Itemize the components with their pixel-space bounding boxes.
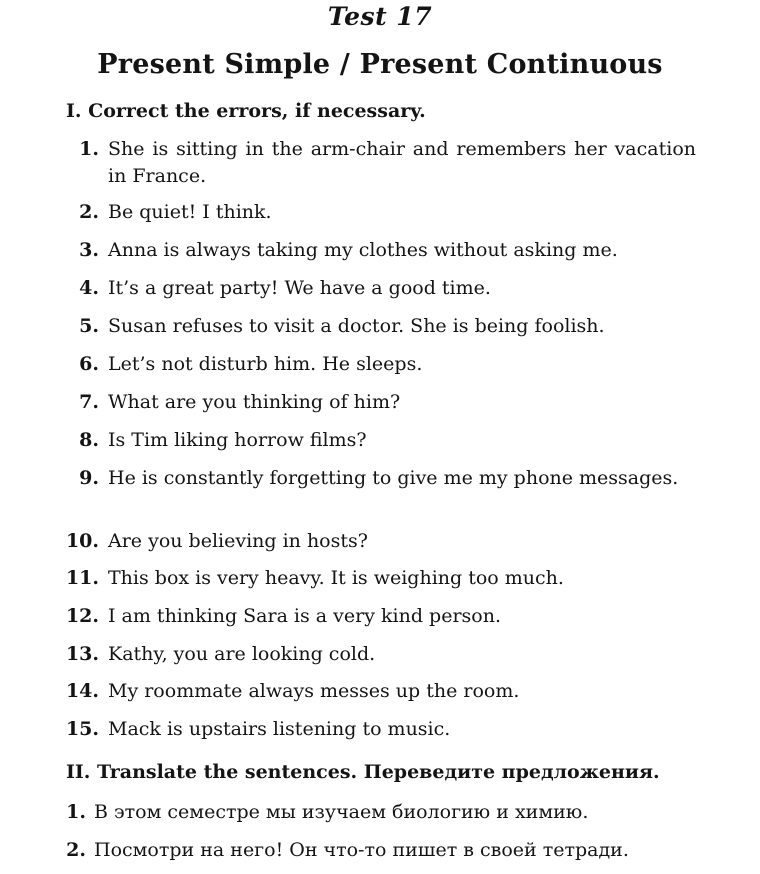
item-number: 4. [79, 277, 99, 299]
item-number: 15. [65, 718, 99, 740]
item-number: 11. [65, 567, 99, 589]
item-number: 2. [66, 839, 86, 861]
item-text: Anna is always taking my clothes without asking me. [108, 239, 618, 261]
item-number: 2. [79, 201, 99, 223]
item-number: 7. [79, 391, 99, 413]
item-text: My roommate always messes up the room. [108, 680, 520, 702]
item-text: I am thinking Sara is a very kind person. [108, 605, 501, 627]
item-text: Are you believing in hosts? [108, 530, 368, 552]
item-number: 5. [79, 315, 99, 337]
item-text: She is sitting in the arm-chair and remembers her vacation in France. [108, 138, 696, 187]
item-number: 3. [79, 239, 99, 261]
item-text: This box is very heavy. It is weighing too much. [108, 567, 564, 589]
item-text: He is constantly forgetting to give me my phone messages. [108, 467, 679, 489]
item-number: 1. [79, 138, 99, 160]
item-text: Let’s not disturb him. He sleeps. [108, 353, 423, 375]
item-number: 10. [65, 530, 99, 552]
item-number: 9. [79, 467, 99, 489]
section-2-heading: II. Translate the sentences. Переведите предложения. [66, 761, 660, 783]
item-text: Is Tim liking horrow films? [108, 429, 367, 451]
test-number: Test 17 [327, 2, 433, 31]
item-number: 13. [65, 643, 99, 665]
item-number: 8. [79, 429, 99, 451]
section-1-heading: I. Correct the errors, if necessary. [66, 100, 426, 122]
page-title: Present Simple / Present Continuous [97, 49, 663, 80]
item-text: В этом семестре мы изучаем биологию и химию. [94, 801, 589, 823]
item-number: 12. [65, 605, 99, 627]
item-text: Kathy, you are looking cold. [108, 643, 376, 665]
item-text: Посмотри на него! Он что-то пишет в своей тетради. [94, 839, 629, 861]
item-text: Be quiet! I think. [108, 201, 272, 223]
item-text: Mack is upstairs listening to music. [108, 718, 451, 740]
item-text: Susan refuses to visit a doctor. She is being foolish. [108, 315, 605, 337]
item-text: What are you thinking of him? [108, 391, 401, 413]
item-number: 14. [65, 680, 99, 702]
item-text: It’s a great party! We have a good time. [108, 277, 491, 299]
item-number: 1. [66, 801, 86, 823]
item-number: 6. [79, 353, 99, 375]
